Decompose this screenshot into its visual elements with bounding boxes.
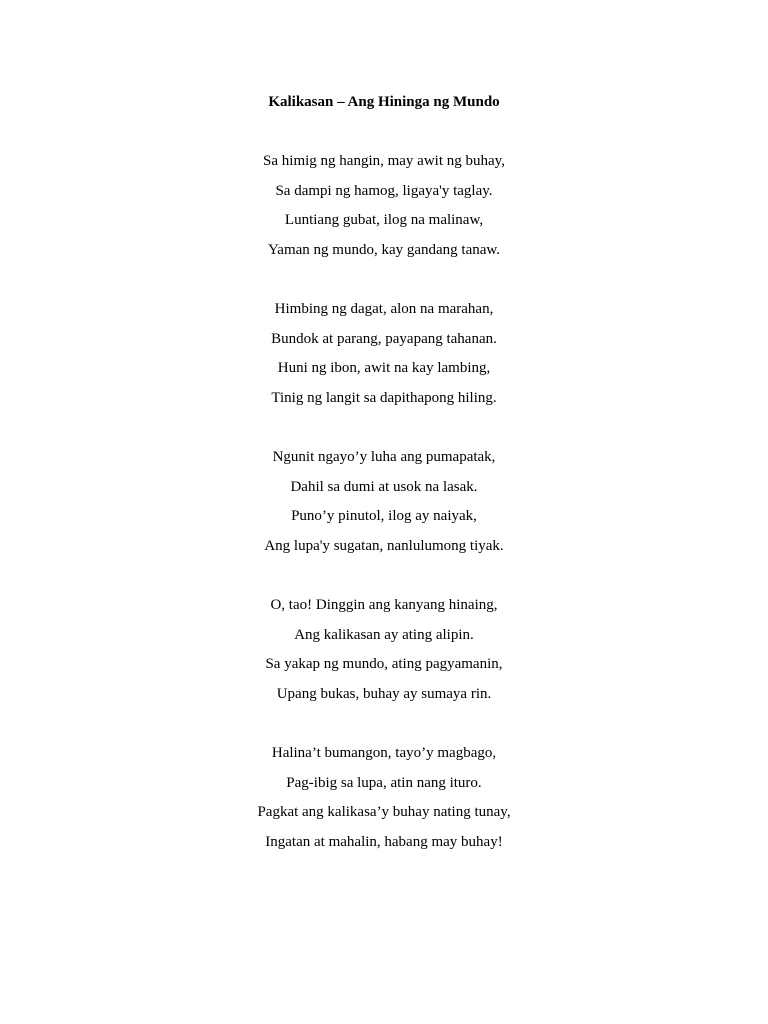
poem-line: Puno’y pinutol, ilog ay naiyak, xyxy=(291,508,477,525)
poem-line: Ingatan at mahalin, habang may buhay! xyxy=(265,833,503,850)
stanza-2 xyxy=(0,299,768,417)
poem-title: Kalikasan – Ang Hininga ng Mundo xyxy=(268,94,500,110)
poem-line: Ngunit ngayo’y luha ang pumapatak, xyxy=(272,449,496,465)
poem-line: Sa dampi ng hamog, ligaya'y taglay. xyxy=(275,182,493,199)
poem-line: Ang lupa'y sugatan, nanlulumong tiyak. xyxy=(264,537,504,554)
poem-line: Huni ng ibon, awit na kay lambing, xyxy=(277,360,491,377)
poem-line: O, tao! Dinggin ang kanyang hinaing, xyxy=(270,597,498,613)
poem-line: Ang kalikasan ay ating alipin. xyxy=(294,626,474,643)
poem-line: Pagkat ang kalikasa’y buhay nating tunay, xyxy=(257,804,511,821)
poem-line: Upang bukas, buhay ay sumaya rin. xyxy=(276,685,492,702)
stanza-1 xyxy=(0,151,768,269)
poem-line: Sa himig ng hangin, may awit ng buhay, xyxy=(263,153,505,169)
poem-line: Dahil sa dumi at usok na lasak. xyxy=(290,478,478,495)
poem-line: Himbing ng dagat, alon na marahan, xyxy=(274,301,494,317)
poem-line: Tinig ng langit sa dapithapong hiling. xyxy=(271,389,497,406)
poem-line: Pag-ibig sa lupa, atin nang ituro. xyxy=(286,774,482,791)
stanza-4 xyxy=(0,595,768,713)
poem-line: Halina’t bumangon, tayo’y magbago, xyxy=(271,745,497,761)
stanza-5 xyxy=(0,743,768,861)
poem-line: Luntiang gubat, ilog na malinaw, xyxy=(284,212,484,229)
poem-line: Bundok at parang, payapang tahanan. xyxy=(271,330,497,347)
poem-line: Sa yakap ng mundo, ating pagyamanin, xyxy=(265,656,503,673)
poem-line: Yaman ng mundo, kay gandang tanaw. xyxy=(267,241,501,258)
stanza-3 xyxy=(0,447,768,565)
